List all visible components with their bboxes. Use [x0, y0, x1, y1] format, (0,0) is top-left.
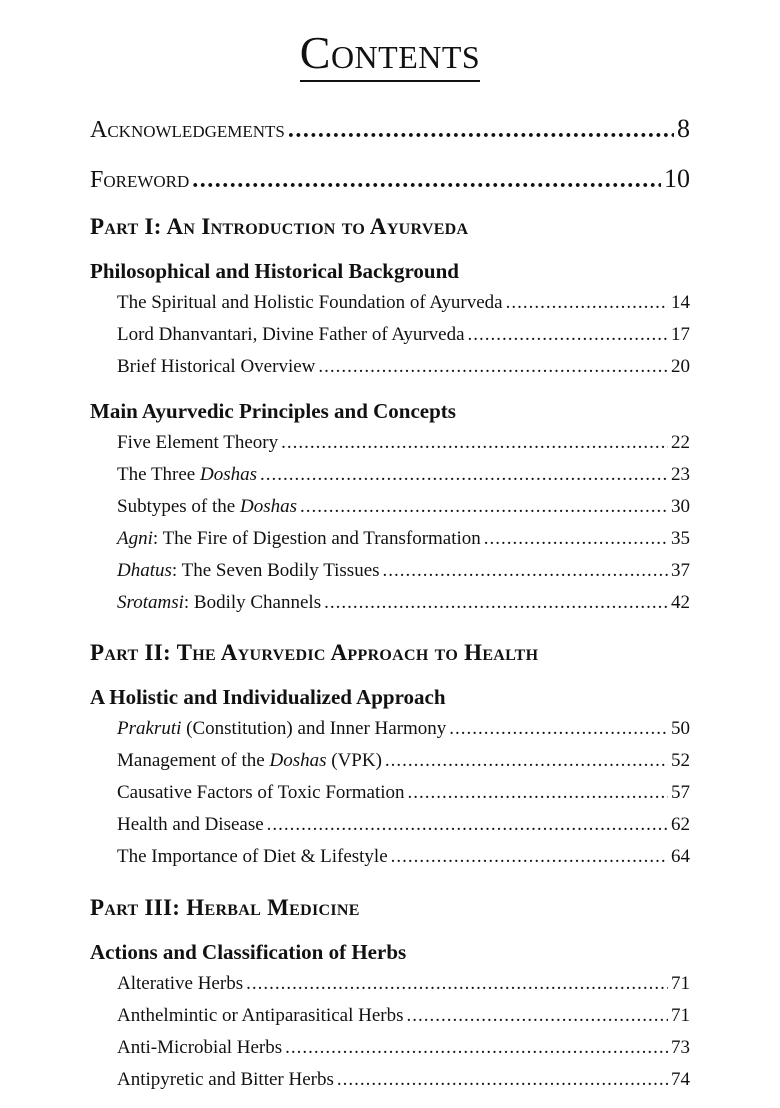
part-heading: Part III: Herbal Medicine — [90, 895, 360, 920]
page-number: 62 — [671, 814, 690, 835]
page-number: 71 — [671, 973, 690, 994]
entry-label: Causative Factors of Toxic Formation — [117, 782, 405, 803]
dot-leader — [407, 1005, 668, 1027]
entry-label: Five Element Theory — [117, 432, 279, 453]
dot-leader — [383, 560, 668, 582]
toc-entry[interactable] — [117, 592, 690, 614]
entry-label: Antipyretic and Bitter Herbs — [117, 1069, 334, 1090]
page-number: 64 — [671, 846, 690, 867]
entry-label: The Spiritual and Holistic Foundation of Ayurveda — [117, 292, 503, 313]
page-number: 57 — [671, 782, 690, 803]
page-number: 20 — [671, 356, 690, 377]
page-number: 30 — [671, 496, 690, 517]
dot-leader — [408, 782, 669, 804]
toc-entry[interactable] — [117, 432, 690, 454]
toc-entry[interactable] — [117, 528, 690, 550]
entry-label: Agni: The Fire of Digestion and Transformation — [117, 528, 481, 549]
toc-entry[interactable] — [117, 1005, 690, 1027]
entry-label: Dhatus: The Seven Bodily Tissues — [117, 560, 380, 581]
part-heading: Part II: The Ayurvedic Approach to Health — [90, 640, 539, 665]
page-number: 22 — [671, 432, 690, 453]
entry-label: Foreword — [90, 167, 190, 193]
dot-leader — [449, 718, 668, 740]
dot-leader — [318, 356, 668, 378]
dot-leader — [391, 846, 668, 868]
page-number: 42 — [671, 592, 690, 613]
toc-entry[interactable] — [117, 292, 690, 314]
toc-entry[interactable] — [117, 1037, 690, 1059]
entry-label: Health and Disease — [117, 814, 264, 835]
page-number: 73 — [671, 1037, 690, 1058]
page-number: 8 — [677, 114, 690, 143]
page-number: 14 — [671, 292, 690, 313]
dot-leader — [300, 496, 668, 518]
page-number: 35 — [671, 528, 690, 549]
dot-leader — [192, 167, 661, 194]
toc-entry[interactable] — [117, 718, 690, 740]
section-heading: Actions and Classification of Herbs — [90, 940, 407, 964]
entry-label: Prakruti (Constitution) and Inner Harmony — [117, 718, 447, 739]
page-number: 17 — [671, 324, 690, 345]
toc-entry[interactable] — [117, 496, 690, 518]
toc-entry[interactable] — [117, 750, 690, 772]
toc-entry[interactable] — [117, 973, 690, 995]
page-number: 23 — [671, 464, 690, 485]
page-number: 37 — [671, 560, 690, 581]
page-number: 71 — [671, 1005, 690, 1026]
toc-entry[interactable] — [117, 1069, 690, 1091]
entry-label: Acknowledgements — [90, 117, 285, 143]
entry-label: Alterative Herbs — [117, 973, 244, 994]
entry-label: Srotamsi: Bodily Channels — [117, 592, 322, 613]
dot-leader — [281, 432, 668, 454]
section-heading: Main Ayurvedic Principles and Concepts — [90, 399, 456, 423]
toc-entry[interactable] — [117, 846, 690, 868]
section-heading: A Holistic and Individualized Approach — [90, 685, 446, 709]
dot-leader — [385, 750, 668, 772]
page-number: 52 — [671, 750, 690, 771]
entry-label: The Three Doshas — [117, 464, 258, 485]
page-number: 74 — [671, 1069, 690, 1090]
dot-leader — [288, 117, 674, 144]
entry-label: Lord Dhanvantari, Divine Father of Ayurveda — [117, 324, 465, 345]
toc-entry[interactable] — [117, 814, 690, 836]
toc-entry[interactable] — [117, 356, 690, 378]
toc-entry-acknowledgements[interactable] — [90, 114, 690, 144]
toc-entry-foreword[interactable] — [90, 164, 690, 194]
dot-leader — [324, 592, 668, 614]
page-number: 10 — [664, 164, 690, 193]
dot-leader — [285, 1037, 668, 1059]
toc-entry[interactable] — [117, 464, 690, 486]
toc-entry[interactable] — [117, 324, 690, 346]
entry-label: Subtypes of the Doshas — [117, 496, 297, 517]
dot-leader — [246, 973, 668, 995]
entry-label: Anthelmintic or Antiparasitical Herbs — [117, 1005, 404, 1026]
toc-entry[interactable] — [117, 782, 690, 804]
dot-leader — [484, 528, 668, 550]
toc-entry[interactable] — [117, 560, 690, 582]
dot-leader — [506, 292, 668, 314]
page-title: Contents — [0, 26, 780, 82]
page-number: 50 — [671, 718, 690, 739]
dot-leader — [468, 324, 668, 346]
dot-leader — [260, 464, 668, 486]
section-heading: Philosophical and Historical Background — [90, 259, 459, 283]
dot-leader — [267, 814, 668, 836]
dot-leader — [337, 1069, 668, 1091]
entry-label: The Importance of Diet & Lifestyle — [117, 846, 388, 867]
part-heading: Part I: An Introduction to Ayurveda — [90, 214, 469, 239]
entry-label: Management of the Doshas (VPK) — [117, 750, 382, 771]
entry-label: Anti-Microbial Herbs — [117, 1037, 283, 1058]
entry-label: Brief Historical Overview — [117, 356, 316, 377]
